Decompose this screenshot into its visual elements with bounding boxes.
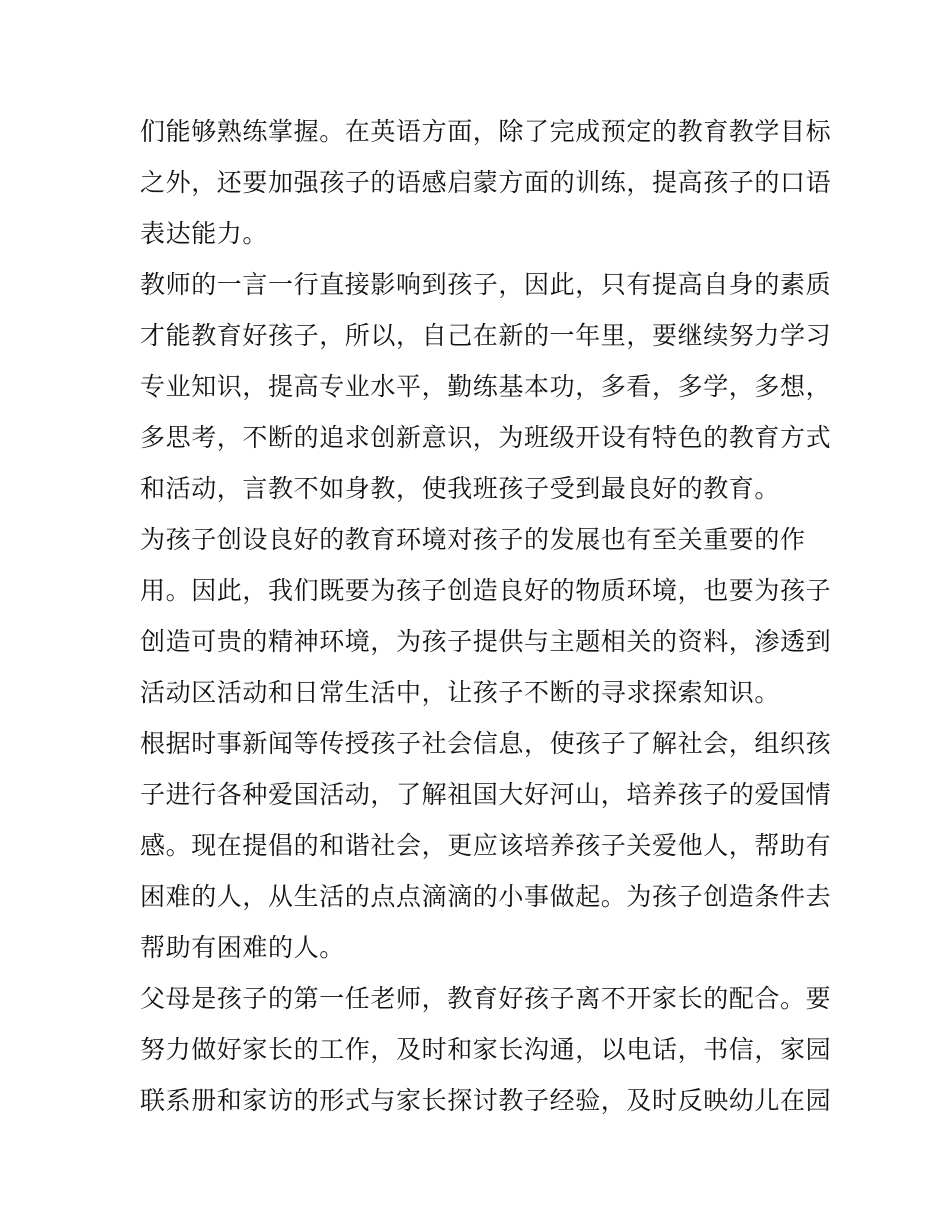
text-line: 根据时事新闻等传授孩子社会信息，使孩子了解社会，组织孩 <box>140 729 832 758</box>
text-line: 专业知识，提高专业水平，勤练基本功，多看，多学，多想， <box>140 372 832 401</box>
text-line: 和活动，言教不如身教，使我班孩子受到最良好的教育。 <box>140 474 781 503</box>
text-line: 为孩子创设良好的教育环境对孩子的发展也有至关重要的作 <box>140 525 806 554</box>
text-line: 困难的人，从生活的点点滴滴的小事做起。为孩子创造条件去 <box>140 882 832 911</box>
text-line: 帮助有困难的人。 <box>140 933 345 962</box>
text-line: 表达能力。 <box>140 219 269 248</box>
text-line: 子进行各种爱国活动，了解祖国大好河山，培养孩子的爱国情 <box>140 780 832 809</box>
text-line: 多思考，不断的追求创新意识，为班级开设有特色的教育方式 <box>140 423 832 452</box>
text-line: 才能教育好孩子，所以，自己在新的一年里，要继续努力学习 <box>140 321 832 350</box>
text-line: 之外，还要加强孩子的语感启蒙方面的训练，提高孩子的口语 <box>140 168 832 197</box>
text-line: 创造可贵的精神环境，为孩子提供与主题相关的资料，渗透到 <box>140 627 832 656</box>
text-line: 感。现在提倡的和谐社会，更应该培养孩子关爱他人，帮助有 <box>140 831 832 860</box>
text-line: 们能够熟练掌握。在英语方面，除了完成预定的教育教学目标 <box>140 117 832 146</box>
text-line: 父母是孩子的第一任老师，教育好孩子离不开家长的配合。要 <box>140 984 832 1013</box>
text-line: 用。因此，我们既要为孩子创造良好的物质环境，也要为孩子 <box>140 576 832 605</box>
text-line: 努力做好家长的工作，及时和家长沟通，以电话，书信，家园 <box>140 1035 832 1064</box>
text-line: 联系册和家访的形式与家长探讨教子经验，及时反映幼儿在园 <box>140 1086 832 1115</box>
body-text <box>140 106 832 1126</box>
text-line: 教师的一言一行直接影响到孩子，因此，只有提高自身的素质 <box>140 270 832 299</box>
text-line: 活动区活动和日常生活中，让孩子不断的寻求探索知识。 <box>140 678 781 707</box>
